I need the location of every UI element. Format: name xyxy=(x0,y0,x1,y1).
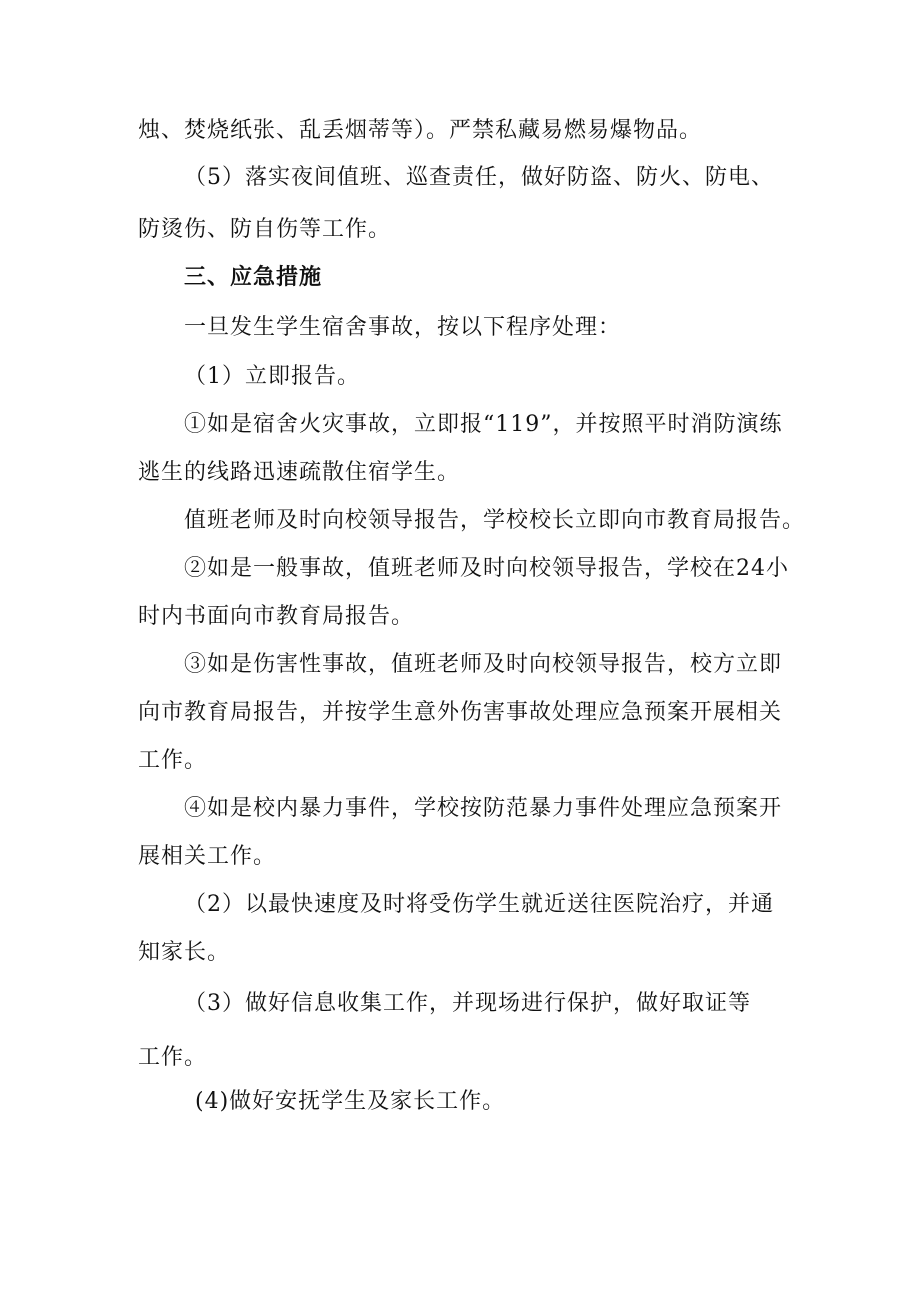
text-line: (4)做好安抚学生及家长工作。 xyxy=(195,1089,506,1114)
text-line: ④如是校内暴力事件，学校按防范暴力事件处理应急预案开 xyxy=(184,796,783,821)
text-line: （3）做好信息收集工作，并现场进行保护，做好取证等 xyxy=(184,991,751,1016)
text-line: 一旦发生学生宿舍事故，按以下程序处理： xyxy=(184,315,622,340)
text-line: 展相关工作。 xyxy=(138,844,277,869)
text-line: ③如是伤害性事故，值班老师及时向校领导报告，校方立即 xyxy=(184,652,783,677)
section-heading: 三、应急措施 xyxy=(184,265,323,290)
text-line: 工作。 xyxy=(138,748,208,773)
text-line: （5）落实夜间值班、巡查责任，做好防盗、防火、防电、 xyxy=(184,165,774,190)
text-line: ②如是一般事故，值班老师及时向校领导报告，学校在24小 xyxy=(184,556,789,581)
text-line: 向市教育局报告，并按学生意外伤害事故处理应急预案开展相关 xyxy=(138,700,783,725)
text-line: 知家长。 xyxy=(138,940,231,965)
text-line: ①如是宿舍火灾事故，立即报“119”，并按照平时消防演练 xyxy=(184,412,783,437)
text-line: 防烫伤、防自伤等工作。 xyxy=(138,217,392,242)
text-line: 烛、焚烧纸张、乱丢烟蒂等）。严禁私藏易燃易爆物品。 xyxy=(138,118,703,143)
text-line: 逃生的线路迅速疏散住宿学生。 xyxy=(138,460,461,485)
text-line: （1）立即报告。 xyxy=(184,364,360,389)
text-line: 工作。 xyxy=(138,1045,208,1070)
text-line: 值班老师及时向校领导报告，学校校长立即向市教育局报告。 xyxy=(184,508,806,533)
text-line: 时内书面向市教育局报告。 xyxy=(138,604,415,629)
text-line: （2）以最快速度及时将受伤学生就近送往医院治疗，并通 xyxy=(184,892,774,917)
